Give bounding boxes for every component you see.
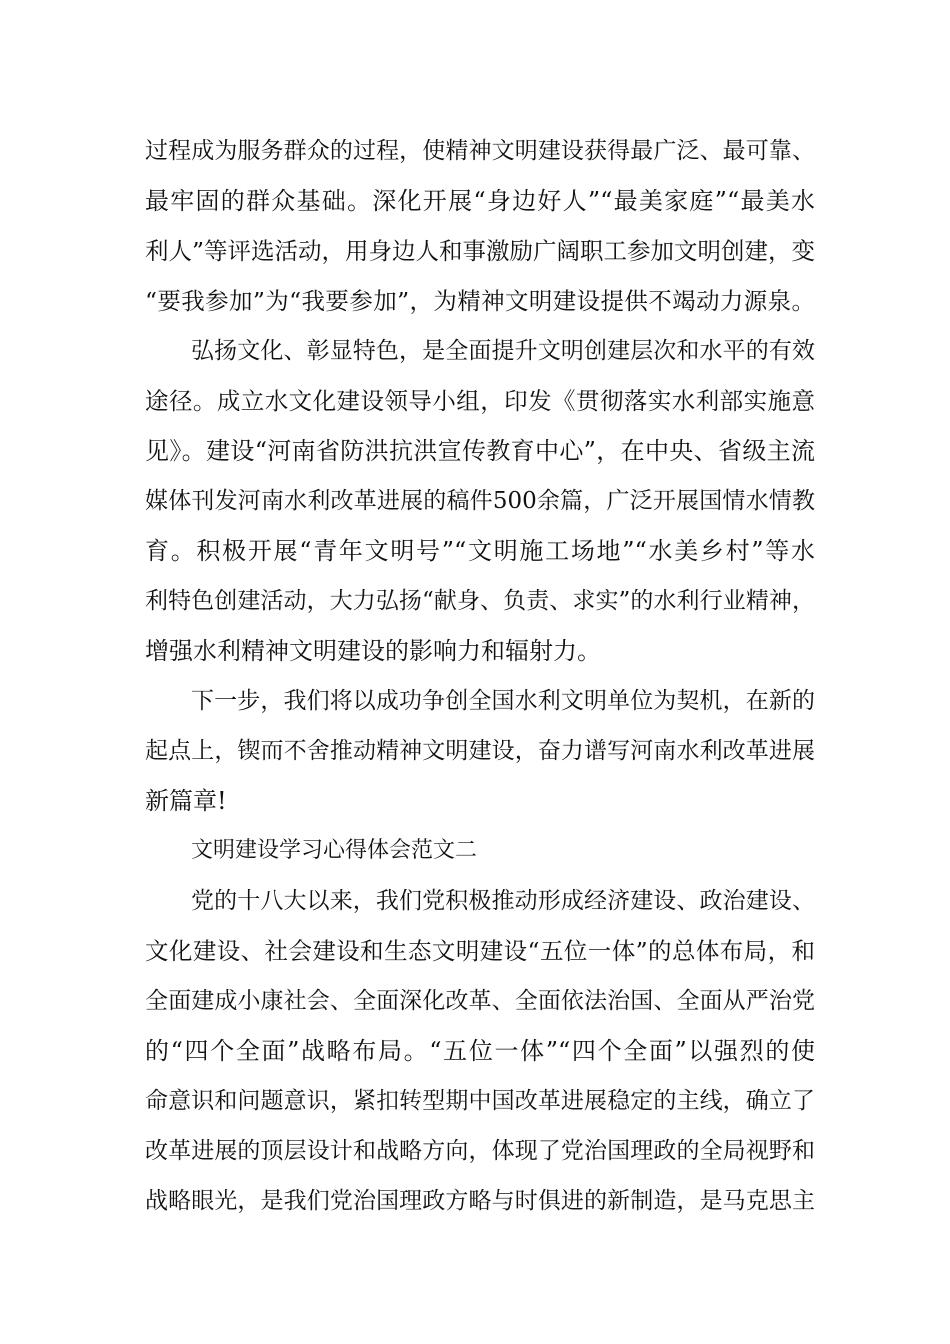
section-heading: 文明建设学习心得体会范文二 xyxy=(191,838,478,863)
text-line: 改革进展的顶层设计和战略方向，体现了党治国理政的全局视野和 xyxy=(145,1138,815,1164)
text-line: 见》。建设“河南省防洪抗洪宣传教育中心”，在中央、省级主流 xyxy=(145,437,815,465)
text-line: 过程成为服务群众的过程，使精神文明建设获得最广泛、最可靠、 xyxy=(145,138,815,164)
paragraph-first-line: 党的十八大以来，我们党积极推动形成经济建设、政治建设、 xyxy=(191,888,815,914)
paragraph-first-line: 弘扬文化、彰显特色，是全面提升文明创建层次和水平的有效 xyxy=(191,338,815,364)
text-line: 利特色创建活动，大力弘扬“献身、负责、求实”的水利行业精神， xyxy=(145,588,815,614)
text-line: 途径。成立水文化建设领导小组，印发《贯彻落实水利部实施意 xyxy=(145,387,815,415)
text-line: 增强水利精神文明建设的影响力和辐射力。 xyxy=(145,637,601,665)
paragraph-first-line: 下一步，我们将以成功争创全国水利文明单位为契机，在新的 xyxy=(191,688,815,714)
text-line: 起点上，锲而不舍推动精神文明建设，奋力谱写河南水利改革进展 xyxy=(145,738,815,764)
text-line: 利人”等评选活动，用身边人和事激励广阔职工参加文明创建，变 xyxy=(145,237,816,265)
text-line: 最牢固的群众基础。深化开展“身边好人”“最美家庭”“最美水 xyxy=(145,187,815,215)
text-line: “要我参加”为“我要参加”，为精神文明建设提供不竭动力源泉。 xyxy=(145,287,815,315)
text-line: 媒体刊发河南水利改革进展的稿件500余篇，广泛开展国情水情教 xyxy=(145,488,815,514)
text-line: 文化建设、社会建设和生态文明建设“五位一体”的总体布局，和 xyxy=(145,937,815,965)
text-line: 新篇章! xyxy=(145,787,227,815)
text-line: 育。积极开展“青年文明号”“文明施工场地”“水美乡村”等水 xyxy=(145,537,815,565)
text-line: 命意识和问题意识，紧扣转型期中国改革进展稳定的主线，确立了 xyxy=(145,1088,815,1114)
text-line: 战略眼光，是我们党治国理政方略与时俱进的新制造，是马克思主 xyxy=(145,1188,815,1214)
text-line: 全面建成小康社会、全面深化改革、全面依法治国、全面从严治党 xyxy=(145,988,815,1014)
text-line: 的“四个全面”战略布局。“五位一体”“四个全面”以强烈的使 xyxy=(145,1037,815,1065)
